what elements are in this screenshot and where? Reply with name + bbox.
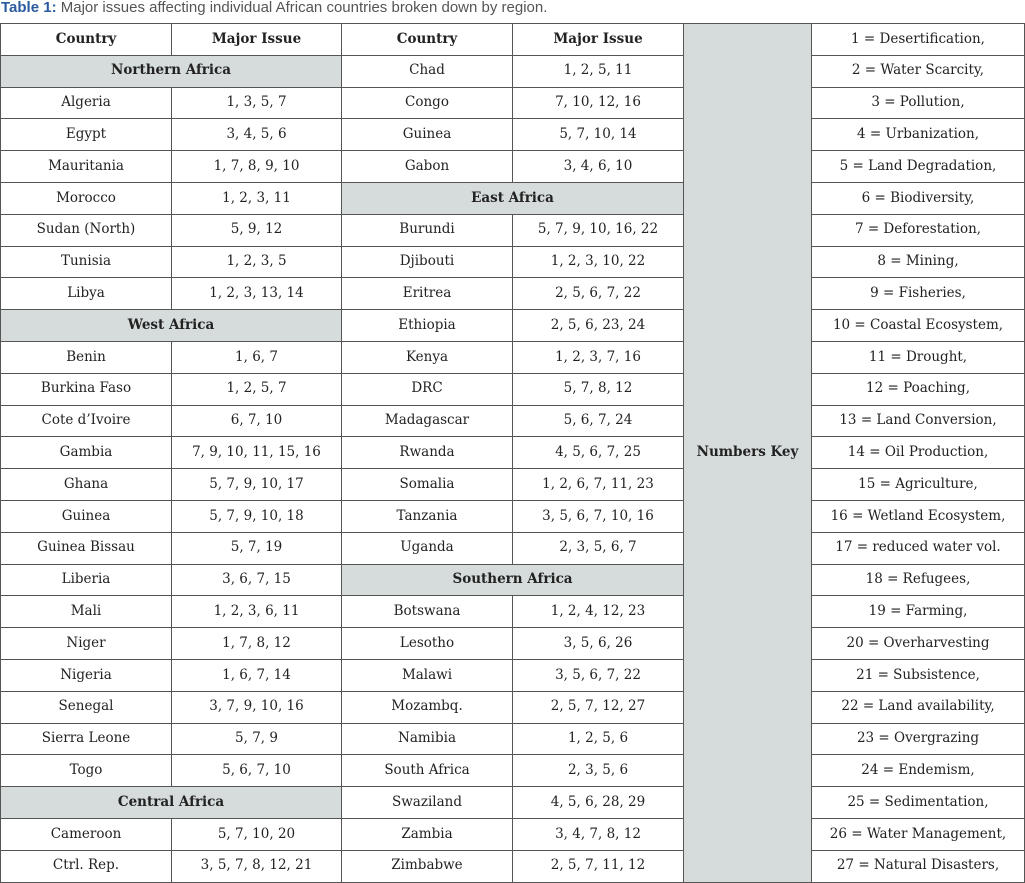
- country-cell: Sudan (North): [1, 214, 172, 246]
- key-entry: 17 = reduced water vol.: [812, 532, 1025, 564]
- issues-cell: 6, 7, 10: [172, 405, 342, 437]
- country-cell: Senegal: [1, 691, 172, 723]
- table-row: [1, 691, 1025, 723]
- table-row: [1, 55, 1025, 87]
- country-cell: Malawi: [342, 659, 513, 691]
- issues-cell: 1, 2, 3, 13, 14: [172, 278, 342, 310]
- issues-cell: 2, 5, 6, 23, 24: [513, 310, 684, 342]
- key-entry: 22 = Land availability,: [812, 691, 1025, 723]
- issues-cell: 5, 7, 10, 20: [172, 818, 342, 850]
- table-row: [1, 818, 1025, 850]
- issues-cell: 3, 4, 7, 8, 12: [513, 818, 684, 850]
- country-cell: Ctrl. Rep.: [1, 850, 172, 882]
- issues-cell: 3, 5, 6, 7, 10, 16: [513, 500, 684, 532]
- key-entry: 25 = Sedimentation,: [812, 787, 1025, 819]
- issues-cell: 3, 7, 9, 10, 16: [172, 691, 342, 723]
- table-row: [1, 755, 1025, 787]
- header-row: [1, 24, 1025, 56]
- key-entry: 11 = Drought,: [812, 341, 1025, 373]
- key-entry: 18 = Refugees,: [812, 564, 1025, 596]
- country-cell: Zambia: [342, 818, 513, 850]
- issues-cell: 3, 5, 6, 7, 22: [513, 659, 684, 691]
- country-cell: Lesotho: [342, 628, 513, 660]
- country-cell: Algeria: [1, 87, 172, 119]
- table-row: [1, 373, 1025, 405]
- issues-cell: 1, 6, 7, 14: [172, 659, 342, 691]
- table-row: [1, 596, 1025, 628]
- country-cell: Kenya: [342, 341, 513, 373]
- issues-table: [0, 23, 1025, 883]
- issues-cell: 7, 10, 12, 16: [513, 87, 684, 119]
- issues-cell: 1, 2, 5, 6: [513, 723, 684, 755]
- key-entry: 8 = Mining,: [812, 246, 1025, 278]
- country-cell: Swaziland: [342, 787, 513, 819]
- country-cell: Ghana: [1, 469, 172, 501]
- country-cell: Congo: [342, 87, 513, 119]
- issues-cell: 1, 2, 3, 5: [172, 246, 342, 278]
- country-cell: Somalia: [342, 469, 513, 501]
- key-entry: 5 = Land Degradation,: [812, 151, 1025, 183]
- issues-cell: 3, 5, 7, 8, 12, 21: [172, 850, 342, 882]
- country-cell: Liberia: [1, 564, 172, 596]
- numbers-key-label: Numbers Key: [684, 24, 812, 883]
- key-entry: 15 = Agriculture,: [812, 469, 1025, 501]
- issues-cell: 5, 7, 10, 14: [513, 119, 684, 151]
- table-row: [1, 151, 1025, 183]
- table-row: [1, 246, 1025, 278]
- table-row: [1, 469, 1025, 501]
- country-cell: Guinea: [1, 500, 172, 532]
- column-header-country: Country: [1, 24, 172, 56]
- country-cell: DRC: [342, 373, 513, 405]
- issues-cell: 5, 6, 7, 10: [172, 755, 342, 787]
- column-header-country: Country: [342, 24, 513, 56]
- issues-cell: 5, 9, 12: [172, 214, 342, 246]
- key-entry: 19 = Farming,: [812, 596, 1025, 628]
- table-body: [1, 24, 1025, 883]
- issues-cell: 2, 5, 7, 11, 12: [513, 850, 684, 882]
- issues-cell: 1, 2, 3, 6, 11: [172, 596, 342, 628]
- region-header-northern-africa: Northern Africa: [1, 55, 342, 87]
- country-cell: Libya: [1, 278, 172, 310]
- country-cell: Gabon: [342, 151, 513, 183]
- issues-cell: 2, 5, 7, 12, 27: [513, 691, 684, 723]
- country-cell: Mali: [1, 596, 172, 628]
- table-caption: [1, 0, 547, 18]
- key-entry: 23 = Overgrazing: [812, 723, 1025, 755]
- issues-cell: 1, 2, 4, 12, 23: [513, 596, 684, 628]
- issues-cell: 5, 7, 9, 10, 17: [172, 469, 342, 501]
- issues-cell: 7, 9, 10, 11, 15, 16: [172, 437, 342, 469]
- table-row: [1, 564, 1025, 596]
- country-cell: Benin: [1, 341, 172, 373]
- table-row: [1, 310, 1025, 342]
- country-cell: Egypt: [1, 119, 172, 151]
- key-entry: 26 = Water Management,: [812, 818, 1025, 850]
- country-cell: Nigeria: [1, 659, 172, 691]
- country-cell: Sierra Leone: [1, 723, 172, 755]
- issues-cell: 4, 5, 6, 7, 25: [513, 437, 684, 469]
- issues-cell: 2, 3, 5, 6, 7: [513, 532, 684, 564]
- issues-cell: 5, 7, 9: [172, 723, 342, 755]
- caption-text: Major issues affecting individual African countries broken down by region.: [56, 0, 548, 16]
- country-cell: Guinea: [342, 119, 513, 151]
- country-cell: Burkina Faso: [1, 373, 172, 405]
- issues-cell: 1, 2, 5, 11: [513, 55, 684, 87]
- country-cell: Rwanda: [342, 437, 513, 469]
- issues-cell: 3, 6, 7, 15: [172, 564, 342, 596]
- table-row: [1, 787, 1025, 819]
- table-row: [1, 659, 1025, 691]
- country-cell: Mozambq.: [342, 691, 513, 723]
- region-header-east-africa: East Africa: [342, 182, 684, 214]
- issues-cell: 5, 7, 9, 10, 16, 22: [513, 214, 684, 246]
- country-cell: Eritrea: [342, 278, 513, 310]
- table-row: [1, 437, 1025, 469]
- table-row: [1, 723, 1025, 755]
- country-cell: Gambia: [1, 437, 172, 469]
- key-entry: 6 = Biodiversity,: [812, 182, 1025, 214]
- country-cell: Madagascar: [342, 405, 513, 437]
- table-row: [1, 119, 1025, 151]
- issues-cell: 1, 7, 8, 12: [172, 628, 342, 660]
- region-header-west-africa: West Africa: [1, 310, 342, 342]
- key-entry: 2 = Water Scarcity,: [812, 55, 1025, 87]
- issues-cell: 1, 2, 5, 7: [172, 373, 342, 405]
- key-entry: 7 = Deforestation,: [812, 214, 1025, 246]
- table-row: [1, 628, 1025, 660]
- region-header-central-africa: Central Africa: [1, 787, 342, 819]
- table-row: [1, 850, 1025, 882]
- key-entry: 10 = Coastal Ecosystem,: [812, 310, 1025, 342]
- country-cell: Tunisia: [1, 246, 172, 278]
- table-row: [1, 87, 1025, 119]
- country-cell: Mauritania: [1, 151, 172, 183]
- issues-cell: 5, 6, 7, 24: [513, 405, 684, 437]
- table-row: [1, 341, 1025, 373]
- issues-cell: 1, 2, 3, 11: [172, 182, 342, 214]
- country-cell: Burundi: [342, 214, 513, 246]
- column-header-major-issue: Major Issue: [513, 24, 684, 56]
- key-entry: 20 = Overharvesting: [812, 628, 1025, 660]
- column-header-major-issue: Major Issue: [172, 24, 342, 56]
- key-entry: 1 = Desertification,: [812, 24, 1025, 56]
- table-row: [1, 214, 1025, 246]
- issues-cell: 2, 3, 5, 6: [513, 755, 684, 787]
- table-row: [1, 278, 1025, 310]
- key-entry: 14 = Oil Production,: [812, 437, 1025, 469]
- issues-cell: 5, 7, 9, 10, 18: [172, 500, 342, 532]
- issues-cell: 1, 2, 3, 7, 16: [513, 341, 684, 373]
- country-cell: Uganda: [342, 532, 513, 564]
- region-header-southern-africa: Southern Africa: [342, 564, 684, 596]
- country-cell: Tanzania: [342, 500, 513, 532]
- issues-cell: 2, 5, 6, 7, 22: [513, 278, 684, 310]
- country-cell: Botswana: [342, 596, 513, 628]
- key-entry: 3 = Pollution,: [812, 87, 1025, 119]
- country-cell: Namibia: [342, 723, 513, 755]
- country-cell: Zimbabwe: [342, 850, 513, 882]
- table-row: [1, 182, 1025, 214]
- issues-cell: 3, 5, 6, 26: [513, 628, 684, 660]
- issues-cell: 5, 7, 19: [172, 532, 342, 564]
- key-entry: 9 = Fisheries,: [812, 278, 1025, 310]
- issues-cell: 1, 3, 5, 7: [172, 87, 342, 119]
- table-row: [1, 532, 1025, 564]
- issues-cell: 1, 2, 6, 7, 11, 23: [513, 469, 684, 501]
- country-cell: Djibouti: [342, 246, 513, 278]
- country-cell: Chad: [342, 55, 513, 87]
- country-cell: Togo: [1, 755, 172, 787]
- country-cell: Cameroon: [1, 818, 172, 850]
- key-entry: 13 = Land Conversion,: [812, 405, 1025, 437]
- issues-cell: 5, 7, 8, 12: [513, 373, 684, 405]
- issues-cell: 4, 5, 6, 28, 29: [513, 787, 684, 819]
- key-entry: 24 = Endemism,: [812, 755, 1025, 787]
- key-entry: 27 = Natural Disasters,: [812, 850, 1025, 882]
- country-cell: Guinea Bissau: [1, 532, 172, 564]
- caption-label: Table 1:: [1, 0, 57, 16]
- country-cell: Morocco: [1, 182, 172, 214]
- key-entry: 16 = Wetland Ecosystem,: [812, 500, 1025, 532]
- table-row: [1, 405, 1025, 437]
- issues-cell: 1, 6, 7: [172, 341, 342, 373]
- key-entry: 21 = Subsistence,: [812, 659, 1025, 691]
- country-cell: Niger: [1, 628, 172, 660]
- key-entry: 4 = Urbanization,: [812, 119, 1025, 151]
- issues-cell: 1, 2, 3, 10, 22: [513, 246, 684, 278]
- issues-cell: 1, 7, 8, 9, 10: [172, 151, 342, 183]
- country-cell: South Africa: [342, 755, 513, 787]
- issues-cell: 3, 4, 5, 6: [172, 119, 342, 151]
- table-row: [1, 500, 1025, 532]
- issues-cell: 3, 4, 6, 10: [513, 151, 684, 183]
- country-cell: Ethiopia: [342, 310, 513, 342]
- key-entry: 12 = Poaching,: [812, 373, 1025, 405]
- country-cell: Cote d’Ivoire: [1, 405, 172, 437]
